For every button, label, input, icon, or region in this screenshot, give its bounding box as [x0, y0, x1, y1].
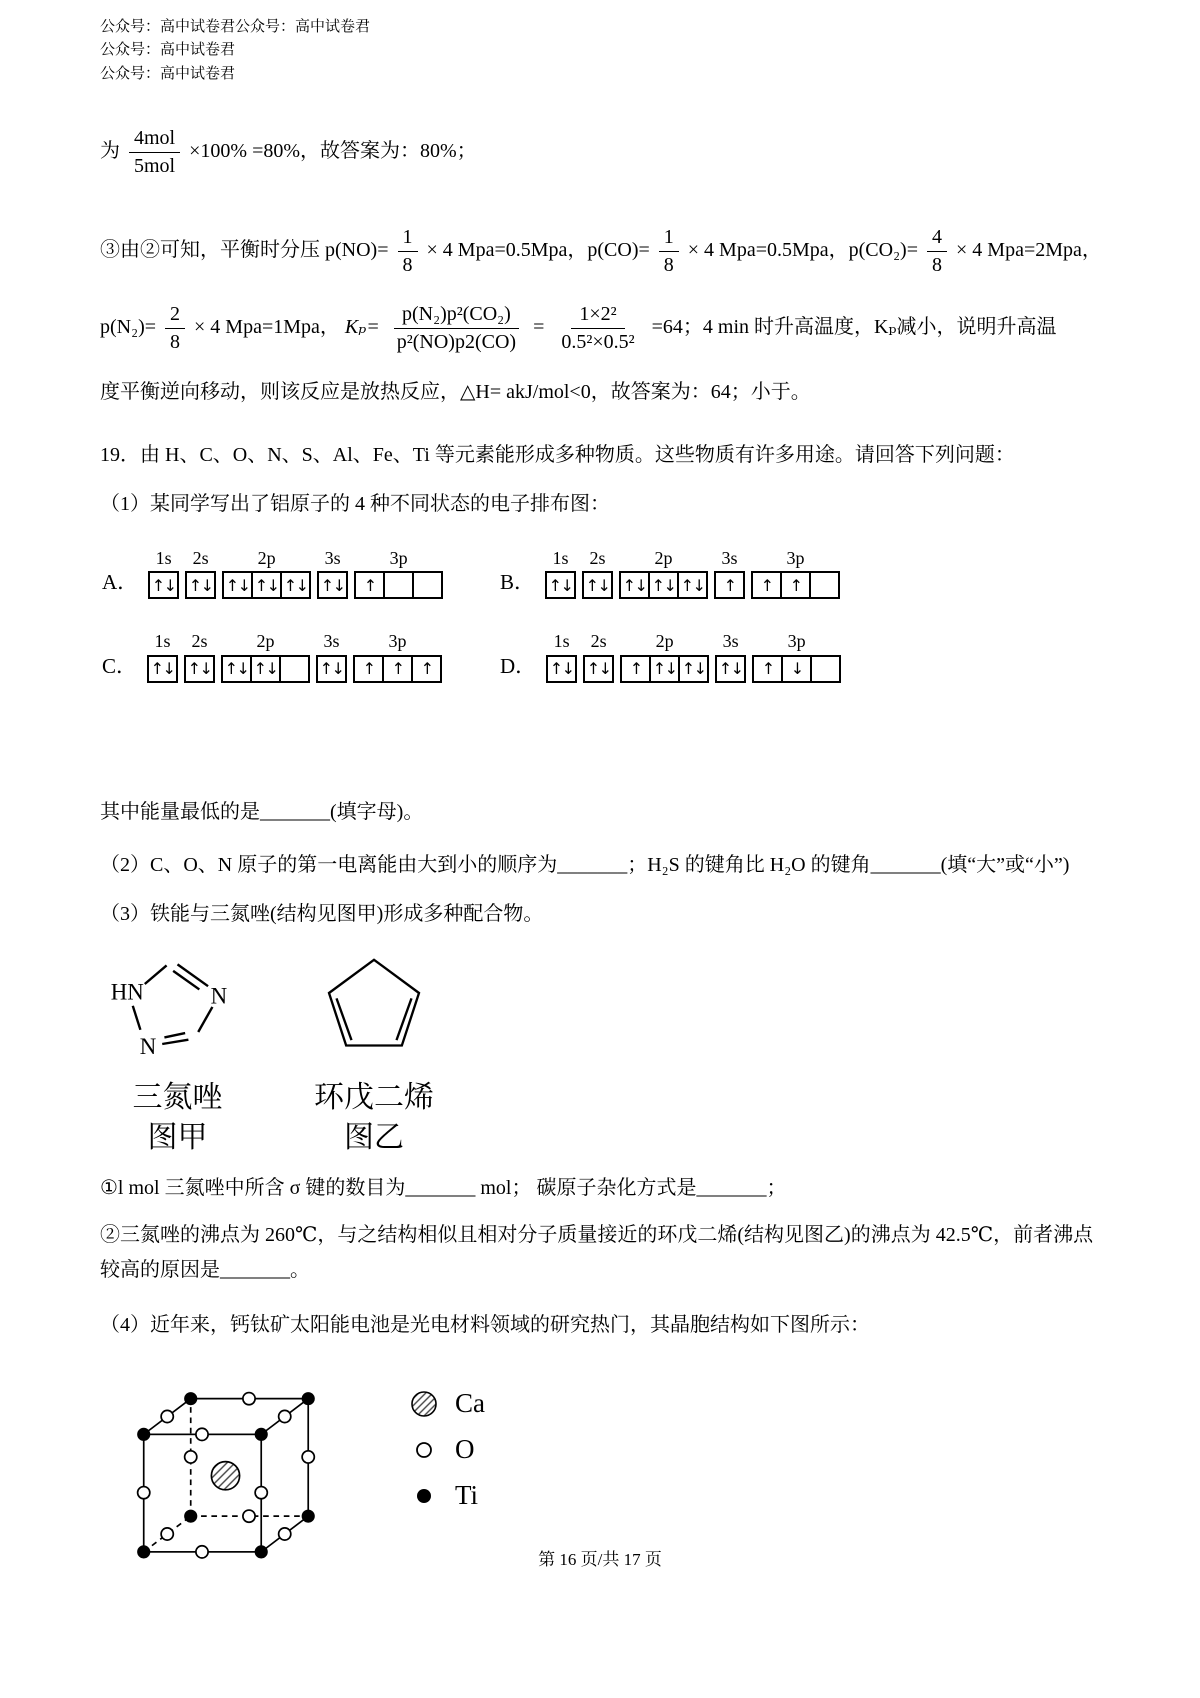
orbital-box: ↑	[620, 655, 651, 683]
fraction-numerator: p(N₂)p²(CO₂)	[394, 302, 519, 329]
orbital-box: ↑↓	[251, 571, 282, 599]
fraction-denominator: 8	[663, 253, 674, 276]
orbital-box: ↑↓	[715, 655, 746, 683]
ti-atom-icon	[407, 1479, 441, 1513]
subshell-2p	[222, 548, 311, 600]
watermark-line: 公众号：高中试卷君	[100, 42, 236, 59]
fraction-numerator: 1	[398, 225, 418, 252]
triazole-caption	[133, 1078, 223, 1159]
orbital-box: ↑	[382, 655, 413, 683]
question-19-stem: 19．由 H、C、O、N、S、Al、Fe、Ti 等元素能形成多种物质。这些物质有许多用途。请回答下列问题：	[100, 443, 1015, 466]
subshell-label: 1s	[154, 631, 171, 652]
orbital-box-group	[184, 655, 215, 683]
orbital-box	[383, 571, 414, 599]
text-run: × 4 Mpa=0.5Mpa，p(CO)=	[426, 238, 650, 261]
molecule-name: 环戊二烯	[314, 1080, 434, 1114]
orbital-box-group	[148, 571, 179, 599]
fraction-denominator: 8	[402, 253, 413, 276]
text-run: 为	[100, 139, 120, 162]
orbital-box: ↓	[781, 655, 812, 683]
value-fraction	[553, 302, 642, 355]
orbital-box-group	[353, 655, 442, 683]
option-b-diagram	[500, 548, 898, 600]
legend-item-o	[407, 1433, 485, 1467]
subshell-2p	[221, 631, 310, 683]
text-run: =	[533, 315, 545, 338]
hn-atom-label: HN	[110, 979, 144, 1005]
orbital-box-group	[316, 655, 347, 683]
subshell-label: 3p	[786, 547, 805, 568]
orbital-box	[810, 655, 841, 683]
orbital-box: ↑↓	[316, 655, 347, 683]
orbital-box-group	[354, 571, 443, 599]
kp-symbol: Kₚ=	[344, 315, 380, 338]
fraction-denominator: 8	[170, 330, 181, 353]
molecular-structures	[100, 948, 1112, 1159]
figure-label: 图乙	[344, 1121, 404, 1155]
orbital-box: ↑	[354, 571, 385, 599]
cyclopentadiene-caption	[314, 1078, 434, 1159]
figure-label: 图甲	[147, 1121, 208, 1155]
subshell-label: 1s	[155, 547, 172, 568]
fraction-denominator: 5mol	[134, 154, 176, 177]
subshell-3p	[751, 548, 840, 600]
orbital-box: ↑↓	[582, 571, 613, 599]
subshell-1s	[147, 631, 178, 683]
molecule-name: 三氮唑	[132, 1080, 223, 1114]
subshell-1s	[148, 548, 179, 600]
fraction-denominator: 0.5²×0.5²	[561, 330, 635, 353]
subshell-2s	[184, 631, 215, 683]
electron-configuration-diagrams	[102, 548, 1112, 683]
option-label: A．	[102, 570, 139, 595]
orbital-box: ↑↓	[184, 655, 215, 683]
text-run: × 4 Mpa=1Mpa，	[194, 315, 340, 338]
orbital-box: ↑↓	[677, 571, 708, 599]
kp-fraction	[389, 302, 524, 355]
cyclopentadiene-structure	[299, 948, 449, 1159]
triazole-structure	[100, 948, 255, 1159]
subshell-label: 2s	[191, 631, 208, 652]
question-19-sub-1: ①l mol 三氮唑中所含 σ 键的数目为_______ mol； 碳原子杂化方式是_______；	[100, 1176, 787, 1199]
solution-paragraph-2	[100, 225, 1112, 278]
orbital-boxes-a	[148, 548, 443, 600]
subshell-3s	[316, 631, 347, 683]
text-run: ③由②可知，平衡时分压 p(NO)=	[100, 238, 389, 261]
fraction	[398, 225, 418, 278]
orbital-box: ↑↓	[250, 655, 281, 683]
n-right-atom-label: N	[210, 983, 228, 1009]
orbital-box-group	[583, 655, 614, 683]
orbital-box: ↑↓	[222, 571, 253, 599]
legend-item-ti	[407, 1479, 485, 1513]
orbital-box: ↑↓	[619, 571, 650, 599]
subshell-label: 3s	[324, 547, 341, 568]
solution-paragraph-1	[100, 126, 1112, 179]
subshell-label: 1s	[552, 547, 569, 568]
subshell-2s	[185, 548, 216, 600]
fraction-numerator: 1	[659, 225, 679, 252]
subshell-label: 3s	[721, 547, 738, 568]
subshell-label: 2s	[192, 547, 209, 568]
watermark-line: 公众号：高中试卷君	[100, 65, 236, 82]
fraction-numerator: 4	[927, 225, 947, 252]
orbital-box: ↑↓	[546, 655, 577, 683]
orbital-box-group	[147, 655, 178, 683]
orbital-boxes-c	[147, 631, 442, 683]
subshell-label: 2p	[655, 631, 674, 652]
subshell-label: 1s	[553, 631, 570, 652]
orbital-box: ↑↓	[649, 655, 680, 683]
fraction-numerator: 2	[165, 302, 185, 329]
subshell-label: 3s	[722, 631, 739, 652]
orbital-box-group	[317, 571, 348, 599]
unit-cell-figure	[108, 1369, 1112, 1574]
subshell-label: 3p	[787, 631, 806, 652]
text-run: p(N₂)=	[100, 315, 157, 338]
subshell-1s	[545, 548, 576, 600]
orbital-box-group	[222, 571, 311, 599]
subshell-2p	[620, 631, 709, 683]
fraction	[129, 126, 180, 179]
orbital-box-group	[619, 571, 708, 599]
question-19-blank-1: 其中能量最低的是_______(填字母)。	[100, 800, 424, 823]
orbital-box	[279, 655, 310, 683]
orbital-box	[809, 571, 840, 599]
text-run: × 4 Mpa=0.5Mpa，p(CO₂)=	[687, 238, 918, 261]
n-left-atom-label: N	[139, 1033, 157, 1059]
fraction	[165, 302, 185, 355]
perovskite-unit-cell-diagram	[108, 1369, 343, 1574]
subshell-3s	[715, 631, 746, 683]
orbital-box-group	[546, 655, 577, 683]
orbital-box: ↑	[353, 655, 384, 683]
subshell-3p	[752, 631, 841, 683]
subshell-label: 2s	[589, 547, 606, 568]
fraction-denominator: 8	[932, 253, 942, 276]
triazole-ring-diagram	[100, 948, 255, 1068]
subshell-label: 2p	[256, 631, 275, 652]
solution-paragraph-3	[100, 302, 1112, 355]
orbital-box: ↑↓	[148, 571, 179, 599]
fraction-denominator: p²(NO)p2(CO)	[396, 330, 517, 353]
subshell-label: 2s	[590, 631, 607, 652]
orbital-box: ↑↓	[583, 655, 614, 683]
question-19-part-2: （2）C、O、N 原子的第一电离能由大到小的顺序为_______；H₂S 的键角比 H₂O 的键角_______(填“大”或“小”)	[100, 853, 1070, 876]
subshell-label: 2p	[654, 547, 673, 568]
orbital-box: ↑	[752, 655, 783, 683]
orbital-box: ↑↓	[648, 571, 679, 599]
question-19-part-3: （3）铁能与三氮唑(结构见图甲)形成多种配合物。	[100, 902, 544, 925]
orbital-box-group	[715, 655, 746, 683]
ca-atom-icon	[407, 1387, 441, 1421]
fraction	[927, 225, 947, 278]
ca-atom	[211, 1462, 239, 1490]
subshell-label: 3p	[388, 631, 407, 652]
option-c-diagram	[102, 631, 500, 683]
orbital-box-group	[714, 571, 745, 599]
orbital-box: ↑↓	[317, 571, 348, 599]
fraction	[659, 225, 679, 278]
legend-label: O	[455, 1434, 475, 1465]
orbital-boxes-d	[546, 631, 841, 683]
question-19-sub-2: ②三氮唑的沸点为 260℃，与之结构相似且相对分子质量接近的环戊二烯(结构见图乙)的沸点为 42.5℃，前者沸点较高的原因是_______。	[100, 1223, 1094, 1281]
orbital-box-group	[582, 571, 613, 599]
option-label: C．	[102, 653, 138, 678]
orbital-box: ↑↓	[545, 571, 576, 599]
orbital-box-group	[545, 571, 576, 599]
orbital-box-group	[752, 655, 841, 683]
text-run: ×100% =80%，故答案为：80%；	[189, 139, 477, 162]
subshell-2s	[582, 548, 613, 600]
orbital-box: ↑↓	[221, 655, 252, 683]
o-atom-icon	[407, 1433, 441, 1467]
cyclopentadiene-ring-diagram	[299, 948, 449, 1068]
legend-label: Ti	[455, 1480, 479, 1511]
orbital-box: ↑↓	[678, 655, 709, 683]
orbital-box-group	[620, 655, 709, 683]
fraction-numerator: 1×2²	[571, 302, 624, 329]
orbital-box-group	[185, 571, 216, 599]
orbital-box-group	[751, 571, 840, 599]
orbital-box: ↑	[714, 571, 745, 599]
legend-label: Ca	[455, 1388, 485, 1419]
orbital-box: ↑	[780, 571, 811, 599]
subshell-3p	[353, 631, 442, 683]
option-label: D．	[500, 653, 537, 678]
subshell-label: 3p	[389, 547, 408, 568]
orbital-box-group	[221, 655, 310, 683]
subshell-3s	[714, 548, 745, 600]
orbital-boxes-b	[545, 548, 840, 600]
text-run: =64；4 min 时升高温度，Kₚ减小，说明升高温	[651, 315, 1057, 338]
unit-cell-legend	[407, 1387, 485, 1525]
page-footer: 第 16 页/共 17 页	[538, 1550, 662, 1569]
option-d-diagram	[500, 631, 898, 683]
orbital-box: ↑↓	[147, 655, 178, 683]
question-19-part-1: （1）某同学写出了铝原子的 4 种不同状态的电子排布图：	[100, 492, 610, 515]
subshell-label: 3s	[323, 631, 340, 652]
subshell-2p	[619, 548, 708, 600]
fraction-numerator: 4mol	[129, 126, 180, 153]
text-run: × 4 Mpa=2Mpa，	[956, 238, 1102, 261]
solution-paragraph-4: 度平衡逆向移动，则该反应是放热反应，△H= akJ/mol<0，故答案为：64；小于。	[100, 380, 811, 403]
question-19-part-4: （4）近年来，钙钛矿太阳能电池是光电材料领域的研究热门，其晶胞结构如下图所示：	[100, 1313, 870, 1336]
subshell-2s	[583, 631, 614, 683]
subshell-label: 2p	[257, 547, 276, 568]
orbital-box: ↑↓	[280, 571, 311, 599]
option-a-diagram	[102, 548, 500, 600]
subshell-3s	[317, 548, 348, 600]
legend-item-ca	[407, 1387, 485, 1421]
subshell-3p	[354, 548, 443, 600]
orbital-box	[412, 571, 443, 599]
watermark-header	[100, 16, 1112, 86]
option-label: B．	[500, 570, 536, 595]
orbital-box: ↑	[411, 655, 442, 683]
subshell-1s	[546, 631, 577, 683]
orbital-box: ↑↓	[185, 571, 216, 599]
watermark-line: 公众号：高中试卷君公众号：高中试卷君	[100, 19, 371, 35]
orbital-box: ↑	[751, 571, 782, 599]
